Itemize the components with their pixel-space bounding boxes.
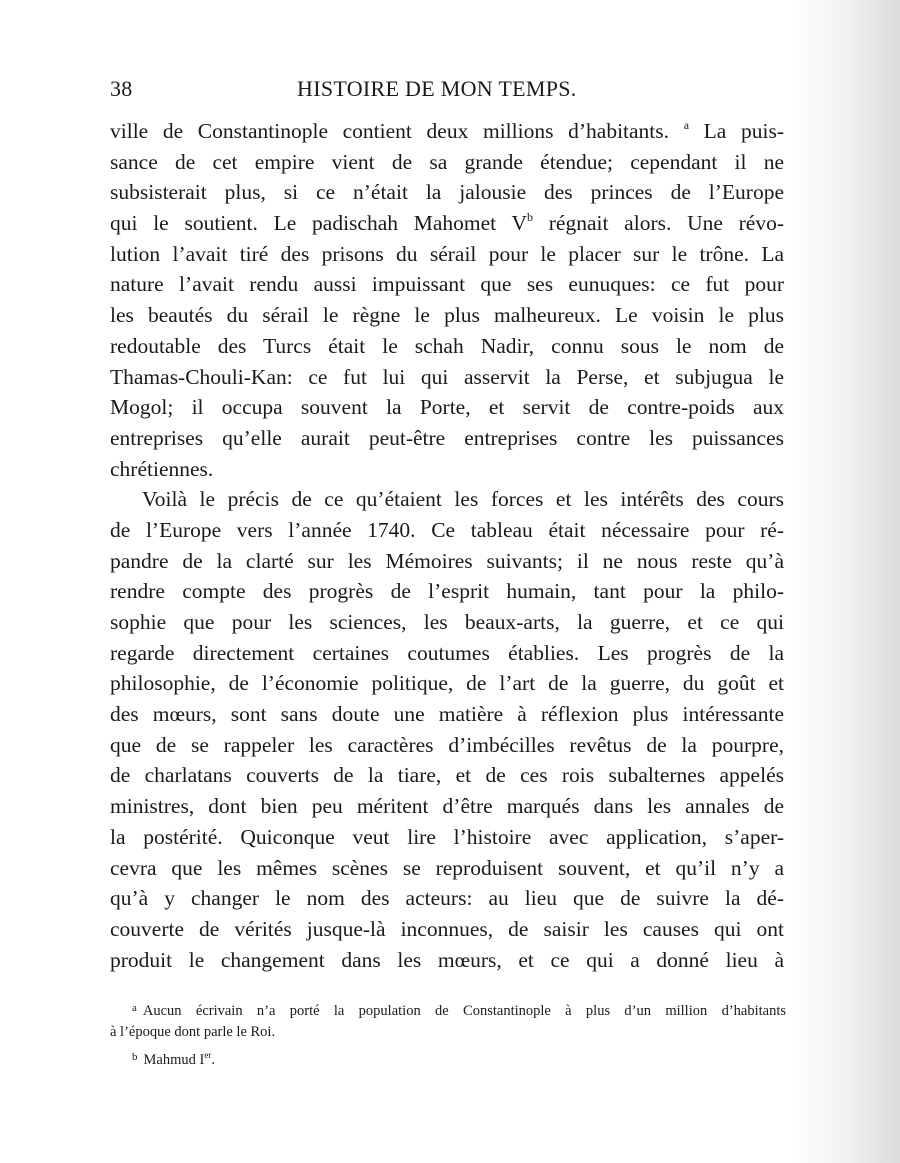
footnote-mark-b: b [132,1051,138,1063]
text-line: produit le changement dans les mœurs, et ce qui a donné lieu à [110,947,784,972]
text-line: qui le soutient. Le padischah Mahomet V$^b$ régnait alors. Une révo- [110,210,784,236]
running-title: HISTOIRE DE MON TEMPS. [297,76,577,101]
text-line: ville de Constantinople contient deux millions d’habitants. $^a$ La puis- [110,118,784,143]
text-line: Mogol; il occupa souvent la Porte, et servit de contre-poids aux [110,395,784,420]
text-line: ministres, dont bien peu méritent d’être marqués dans les annales de [110,794,784,819]
text-line: philosophie, de l’économie politique, de l’art de la guerre, du goût et [110,671,784,696]
text-line: de l’Europe vers l’année 1740. Ce tableau était nécessaire pour ré- [110,517,784,542]
footnote-a: $^a$ Aucun écrivain n’a porté la population de Constantinople à plus d’un million d’habitants [132,1002,786,1019]
text-line: la postérité. Quiconque veut lire l’histoire avec application, s’aper- [110,824,784,849]
body-text [110,116,784,975]
page-header [110,72,784,106]
text-line: des mœurs, sont sans doute une matière à réflexion plus intéressante [110,702,784,727]
footnote-mark-a: a [132,1002,137,1014]
text-line: subsisterait plus, si ce n’était la jalousie des princes de l’Europe [110,180,784,205]
text-line: que de se rappeler les caractères d’imbécilles revêtus de la pourpre, [110,732,784,757]
footnote-ref-a: a [683,118,690,132]
text-line: sance de cet empire vient de sa grande étendue; cependant il ne [110,149,784,174]
text-line: redoutable des Turcs était le schah Nadir, connu sous le nom de [110,333,784,358]
page-number: 38 [110,76,133,101]
text-line: chrétiennes. [110,456,214,481]
text-line: Voilà le précis de ce qu’étaient les forces et les intérêts des cours [142,487,784,512]
text-line: sophie que pour les sciences, les beaux-arts, la guerre, et ce qui [110,610,784,634]
text-line: Thamas-Chouli-Kan: ce fut lui qui asservit la Perse, et subjugua le [110,364,784,389]
text-line: qu’à y changer le nom des acteurs: au lieu que de suivre la dé- [110,886,784,911]
text-line: lution l’avait tiré des prisons du sérail pour le placer sur le trône. La [110,241,784,266]
text-line: regarde directement certaines coutumes établies. Les progrès de la [110,640,784,665]
text-line: cevra que les mêmes scènes se reproduisent souvent, et qu’il n’y a [110,855,784,880]
text-line: rendre compte des progrès de l’esprit humain, tant pour la philo- [110,579,784,604]
footnotes [110,998,786,1071]
footnote-a-continuation: à l’époque dont parle le Roi. [110,1024,276,1040]
text-line: les beautés du sérail le règne le plus malheureux. Le voisin le plus [110,303,784,328]
text-line: nature l’avait rendu aussi impuissant que ses eunuques: ce fut pour [110,272,784,297]
text-line: pandre de la clarté sur les Mémoires suivants; il ne nous reste qu’à [110,548,784,573]
text-line: entreprises qu’elle aurait peut-être entreprises contre les puissances [110,425,784,450]
footnote-b: $^b$ Mahmud Ier. [132,1050,215,1068]
text-line: couverte de vérités jusque-là inconnues, de saisir les causes qui ont [110,916,784,941]
text-line: de charlatans couverts de la tiare, et de ces rois subalternes appelés [110,763,784,788]
footnote-ref-b: b [527,210,534,225]
